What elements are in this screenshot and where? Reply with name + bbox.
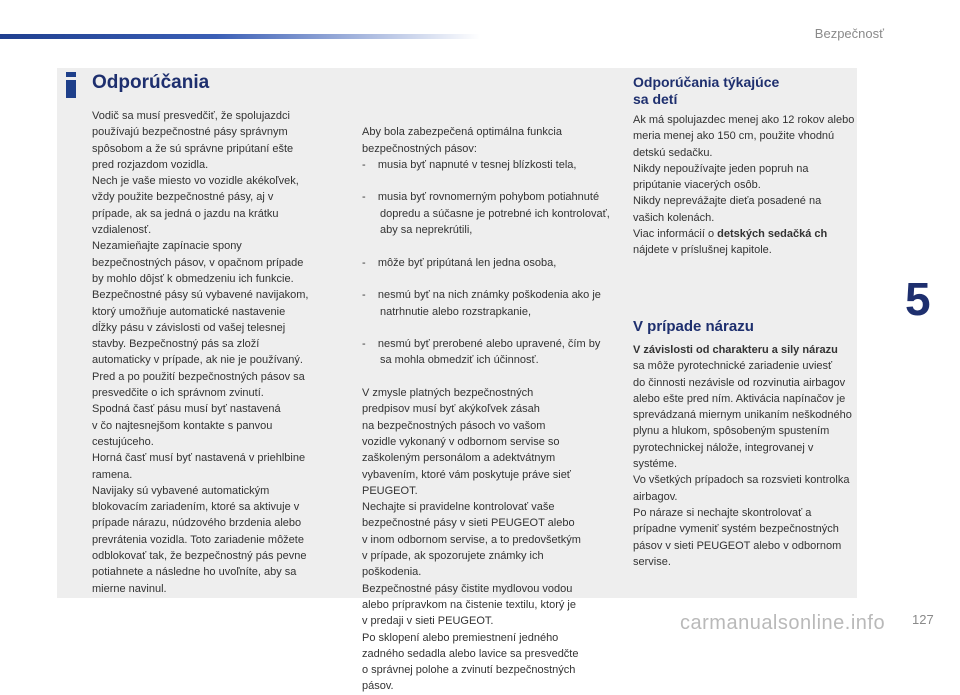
header-color-bar: [0, 34, 480, 39]
seatbelt-rule-5: - nesmú byť prerobené alebo upravené, čím by sa mohla obmedziť ich účinnosť.: [362, 338, 601, 367]
children-text: Ak má spolujazdec menej ako 12 rokov alebo meria menej ako 150 cm, použite vhodnú detskú sedačku. Nikdy nepoužívajte jeden popruh na pripútanie viacerých osôb. Nikdy neprevážajte dieťa posadené na vašich kolenách. Viac informácií o detských sedačká ch nájdete v príslušnej kapitole.: [633, 114, 855, 257]
seatbelt-intro: Aby bola zabezpečená optimálna funkcia bezpečnostných pásov:: [362, 126, 562, 155]
page-number: 127: [912, 612, 934, 627]
seatbelt-rule-3: - môže byť pripútaná len jedna osoba,: [362, 256, 557, 269]
info-icon: [60, 72, 82, 98]
chapter-number: 5: [905, 273, 931, 325]
recommendations-heading: Odporúčania: [92, 72, 210, 93]
crash-heading: V prípade nárazu: [633, 318, 754, 335]
section-title: Bezpečnosť: [814, 26, 884, 41]
crash-text: V závislosti od charakteru a sily nárazu sa môže pyrotechnické zariadenie uviesť do činnosti nezávisle od rozvinutia airbagov alebo ešte pred ním. Aktivácia napínačov je sprevádzaná miernym unikaním neškodného plynu a hlukom, spôsobeným spustením pyrotechnickej nálože, integrovanej v systéme. Vo všetkých prípadoch sa rozsvieti kontrolka airbagov. Po náraze si nechajte skontrolovať a prípadne vymeniť systém bezpečnostných pásov v sieti PEUGEOT alebo v odbornom servise.: [633, 344, 852, 568]
seatbelt-service-text: V zmysle platných bezpečnostných predpisov musí byť akýkoľvek zásah na bezpečnostných pásoch vo vašom vozidle vykonaný v odbornom servise so zaškoleným personálom a adektvátnym vybavením, ktoré vám poskytuje práve sieť PEUGEOT. Nechajte si pravidelne kontrolovať vaše bezpečnostné pásy v sieti PEUGEOT alebo v inom odbornom servise, a to predovšetkým v prípade, ak spozorujete známky ich poškodenia. Bezpečnostné pásy čistite mydlovou vodou alebo prípravkom na čistenie textilu, ktorý je v predaji v sieti PEUGEOT. Po sklopení alebo premiestnení jedného zadného sedadla alebo lavice sa presvedčte o správnej polohe a zvinutí bezpečnostných pásov.: [362, 387, 581, 693]
child-seats-link-text: detských sedačká ch: [717, 228, 828, 241]
seatbelt-rule-4: - nesmú byť na nich známky poškodenia ako je natrhnutie alebo rozstrapkanie,: [362, 289, 601, 318]
recommendations-column-2: [362, 108, 612, 695]
watermark: carmanualsonline.info: [680, 612, 886, 634]
seatbelt-rule-2: - musia byť rovnomerným pohybom potiahnuté dopredu a súčasne je potrebné ich kontrolovať, aby sa neprekrútili,: [362, 191, 610, 237]
recommendations-column-1: Vodič sa musí presvedčiť, že spolujazdci používajú bezpečnostné pásy správnym spôsobom a že sú správne pripútaní ešte pred rozjazdom vozidla. Nech je vaše miesto vo vozidle akékoľvek, vždy použite bezpečnostné pásy, aj v prípade, ak sa jedná o jazdu na krátku vzdialenosť. Nezamieňajte zapínacie spony bezpečnostných pásov, v opačnom prípade by mohlo dôjsť k obmedzeniu ich funkcie. Bezpečnostné pásy sú vybavené navijakom, ktorý umožňuje automatické nastavenie dĺžky pásu v závislosti od vašej telesnej stavby. Bezpečnostný pás sa zloží automaticky v prípade, ak nie je používaný. Pred a po použití bezpečnostných pásov sa presvedčite o ich správnom zvinutí. Spodná časť pásu musí byť nastavená v čo najtesnejšom kontakte s panvou cestujúceho. Horná časť musí byť nastavená v priehlbine ramena. Navijaky sú vybavené automatickým blokovacím zariadením, ktoré sa aktivuje v prípade nárazu, núdzového brzdenia alebo prevrátenia vozidla. Toto zariadenie môžete odblokovať tak, že bezpečnostný pás pevne potiahnete a následne ho uvoľníte, aby sa mierne navinul.: [92, 110, 309, 595]
children-heading: Odporúčania týkajúce sa detí: [633, 74, 780, 107]
seatbelt-rule-1: - musia byť napnuté v tesnej blízkosti tela,: [362, 158, 577, 171]
